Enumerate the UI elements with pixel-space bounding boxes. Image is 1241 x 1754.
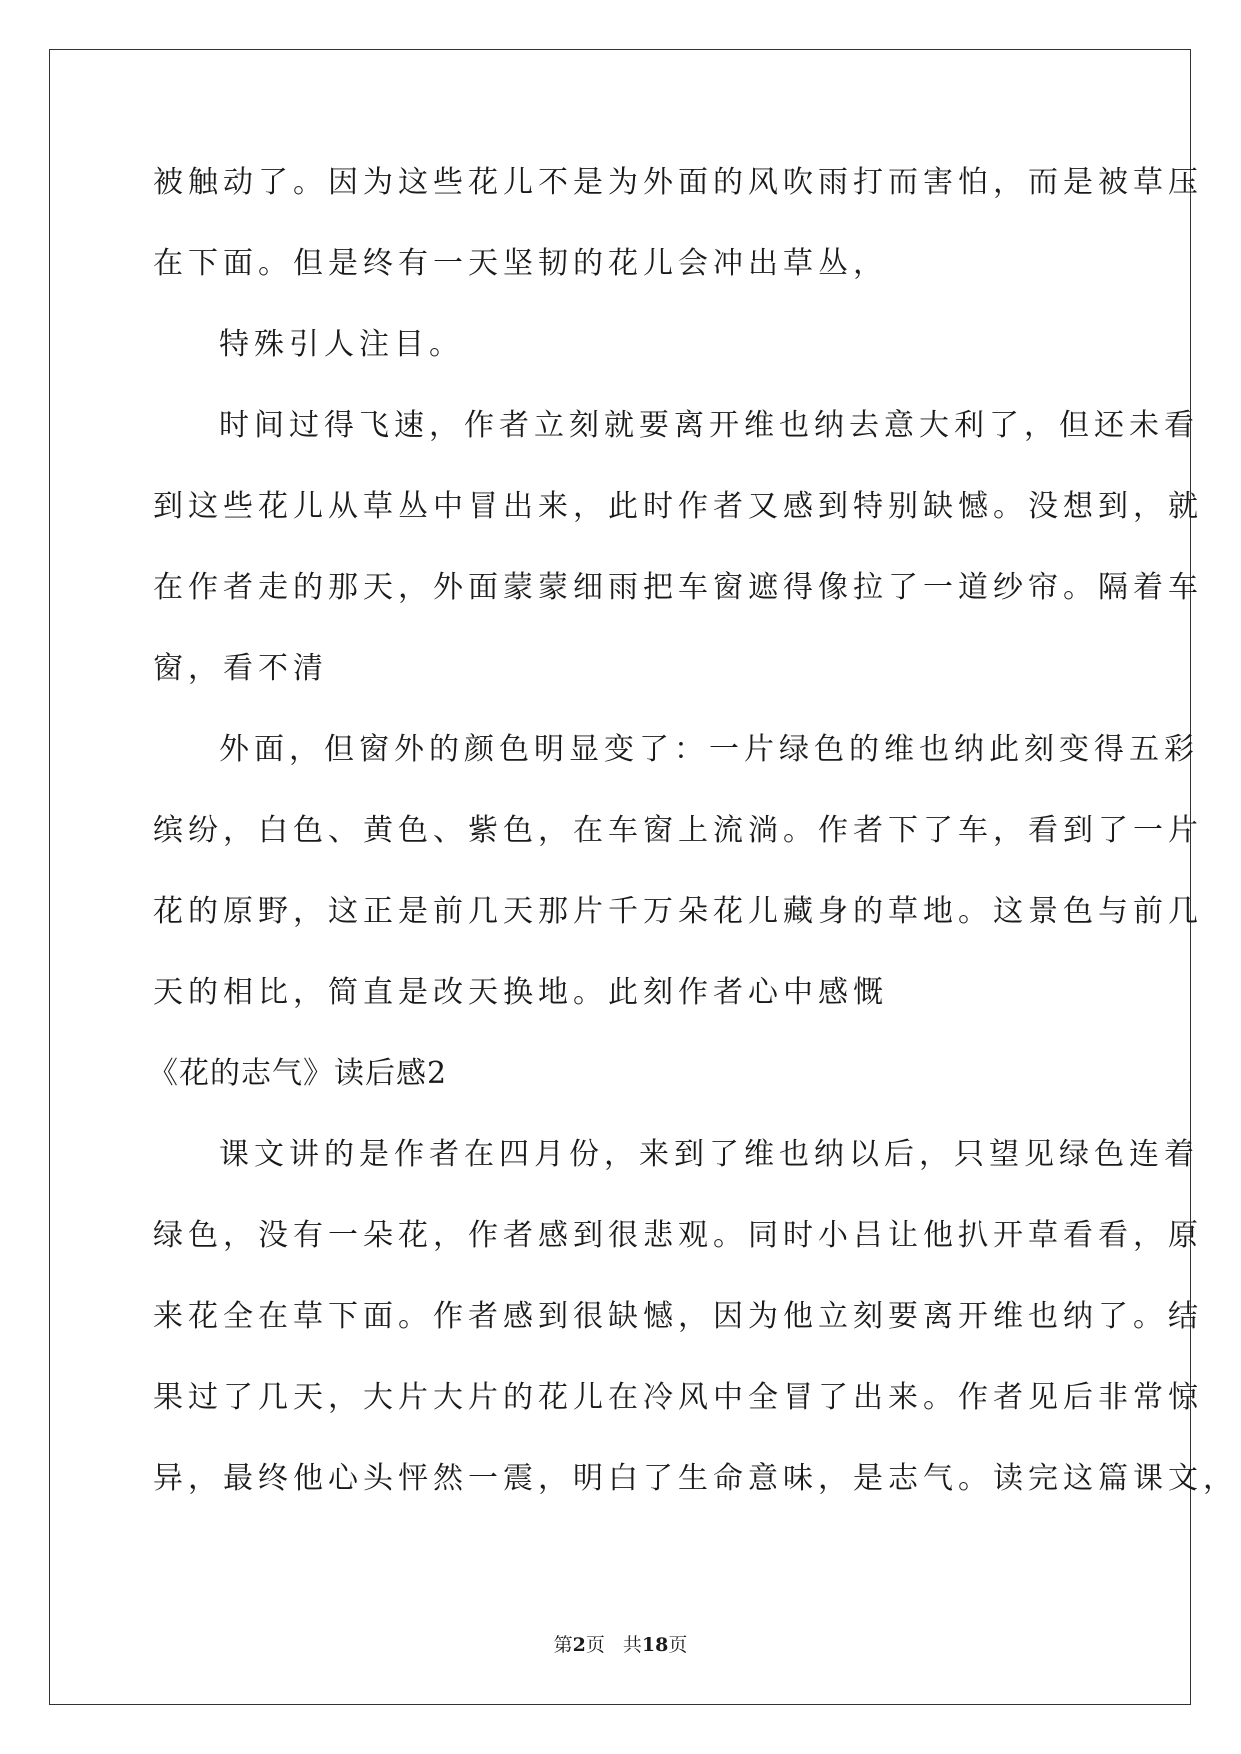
- text-line: 在作者走的那天，外面蒙蒙细雨把车窗遮得像拉了一道纱帘。隔着车: [153, 570, 1203, 605]
- paragraph-line: 课文讲的是作者在四月份，来到了维也纳以后，只望见绿色连着: [219, 1137, 1199, 1172]
- total-pages: 18: [641, 1634, 669, 1656]
- section-heading: 《花的志气》读后感2: [148, 1056, 448, 1091]
- text-line: 被触动了。因为这些花儿不是为外面的风吹雨打而害怕，而是被草压: [153, 165, 1203, 200]
- text-line: 窗，看不清: [153, 651, 328, 686]
- paragraph-line: 特殊引人注目。: [219, 327, 464, 362]
- page-footer: [0, 1633, 1241, 1657]
- text-line: 绿色，没有一朵花，作者感到很悲观。同时小吕让他扒开草看看，原: [153, 1218, 1203, 1253]
- text-line: 果过了几天，大片大片的花儿在冷风中全冒了出来。作者见后非常惊: [153, 1380, 1203, 1415]
- page-number: 2: [572, 1634, 586, 1656]
- text-line: 花的原野，这正是前几天那片千万朵花儿藏身的草地。这景色与前几: [153, 894, 1203, 929]
- text-line: 天的相比，简直是改天换地。此刻作者心中感慨: [153, 975, 888, 1010]
- footer-total-suffix: 页: [668, 1634, 688, 1656]
- paragraph-line: 外面，但窗外的颜色明显变了：一片绿色的维也纳此刻变得五彩: [219, 732, 1199, 767]
- paragraph-line: 时间过得飞速，作者立刻就要离开维也纳去意大利了，但还未看: [219, 408, 1199, 443]
- footer-page-suffix: 页: [585, 1634, 605, 1656]
- footer-prefix: 第: [553, 1634, 573, 1656]
- text-line: 异，最终他心头怦然一震，明白了生命意味，是志气。读完这篇课文，: [153, 1461, 1238, 1496]
- text-line: 到这些花儿从草丛中冒出来，此时作者又感到特别缺憾。没想到，就: [153, 489, 1203, 524]
- text-line: 来花全在草下面。作者感到很缺憾，因为他立刻要离开维也纳了。结: [153, 1299, 1203, 1334]
- text-line: 在下面。但是终有一天坚韧的花儿会冲出草丛，: [153, 246, 888, 281]
- text-line: 缤纷，白色、黄色、紫色，在车窗上流淌。作者下了车，看到了一片: [153, 813, 1203, 848]
- document-body: [148, 163, 1238, 1540]
- footer-total-prefix: 共: [622, 1634, 642, 1656]
